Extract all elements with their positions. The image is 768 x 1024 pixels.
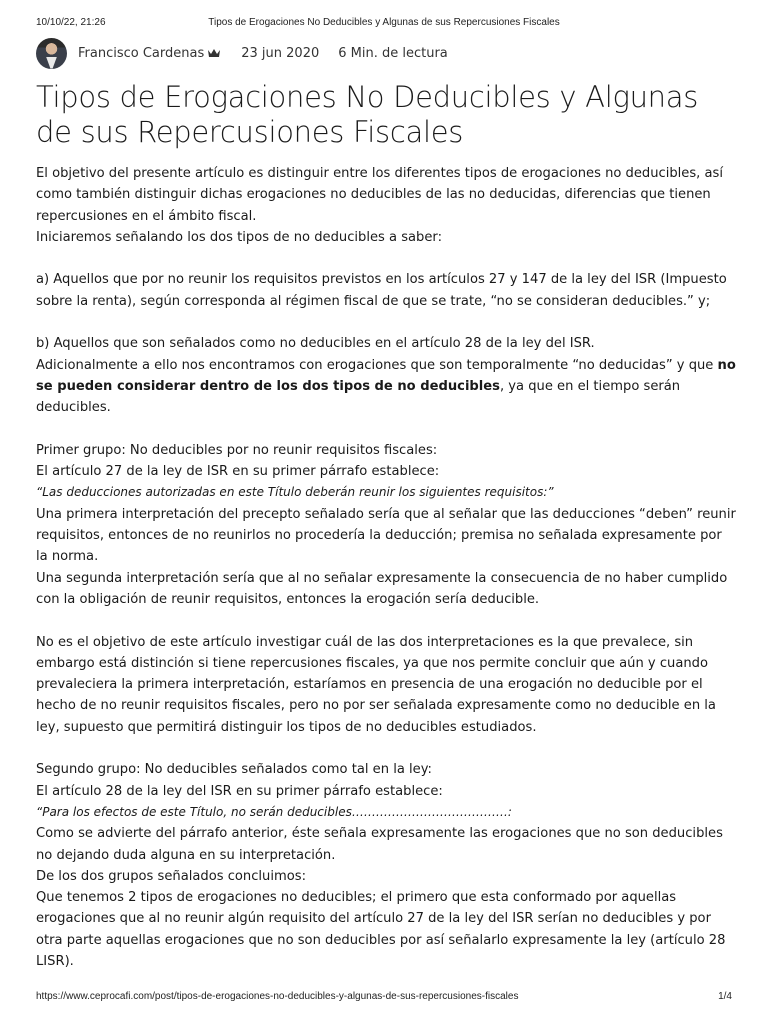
article-title: Tipos de Erogaciones No Deducibles y Algunas de sus Repercusiones Fiscales	[36, 80, 699, 149]
paragraph-objective: El objetivo del presente artículo es distinguir entre los diferentes tipos de erogaciones no deducibles, así como también distinguir dichas erogaciones no deducibles de las no deducidas, diferencias que tienen repercusiones en el ámbito fiscal.	[36, 166, 723, 224]
paragraph-not-deducted-start: Adicionalmente a ello nos encontramos con erogaciones que son temporalmente “no deducidas” y que	[36, 357, 718, 373]
quote-article-27-text: “Las deducciones autorizadas en este Título deberán reunir los siguientes requisitos:”	[36, 485, 554, 500]
quote-article-28-text: “Para los efectos de este Título, no serán deducibles…………………………………:	[36, 804, 512, 819]
paragraph-first-interpretation: Una primera interpretación del precepto señalado sería que al señalar que las deducciones “deben” reunir requisitos, entonces de no reunirlos no procedería la deducción; premisa no señalada expresamente por la norma.	[36, 506, 736, 565]
author-avatar[interactable]	[36, 38, 67, 69]
paragraph-not-deducted-end: , ya que en el tiempo serán deducibles.	[36, 378, 681, 416]
paragraph-conclusion-intro: De los dos grupos señalados concluimos:	[36, 868, 306, 884]
paragraph-conclusion: Que tenemos 2 tipos de erogaciones no deducibles; el primero que esta conformado por aquellas erogaciones que al no reunir algún requisito del artículo 27 de la ley del ISR serían no deducibles y por otra parte aquellas erogaciones que no son deducibles por así señalarlo expresamente la ley (artículo 28 LISR).	[36, 890, 726, 969]
quote-article-28	[36, 802, 736, 823]
post-date: 23 jun 2020	[241, 45, 320, 61]
article-body	[36, 163, 736, 972]
print-header	[36, 17, 732, 31]
quote-article-27	[36, 482, 736, 503]
paragraph-type-b: b) Aquellos que son señalados como no deducibles en el artículo 28 de la ley del ISR.	[36, 336, 595, 352]
paragraph-second-interpretation: Una segunda interpretación sería que al no señalar expresamente la consecuencia de no haber cumplido con la obligación de reunir requisitos, entonces la erogación sería deducible.	[36, 570, 728, 607]
print-footer	[36, 991, 732, 1005]
paragraph-intro: Iniciaremos señalando los dos tipos de no deducibles a saber:	[36, 229, 442, 245]
paragraph-article-27: El artículo 27 de la ley de ISR en su primer párrafo establece:	[36, 464, 440, 480]
paragraph-article-28: El artículo 28 de la ley del ISR en su primer párrafo establece:	[36, 783, 443, 799]
paragraph-type-a: a) Aquellos que por no reunir los requisitos previstos en los artículos 27 y 147 de la ley del ISR (Impuesto sobre la renta), según corresponda al régimen fiscal de que se trate, “no se consideran deducibles.” y;	[36, 272, 727, 309]
author-name[interactable]: Francisco Cardenas	[78, 45, 205, 61]
paragraph-not-deducted	[36, 355, 736, 419]
page-number: 1/4	[718, 991, 732, 1002]
crown-icon	[207, 48, 221, 58]
print-datetime: 10/10/22, 21:26	[36, 17, 106, 28]
heading-first-group: Primer grupo: No deducibles por no reunir requisitos fiscales:	[36, 442, 438, 458]
paragraph-not-deducted-bold: no se pueden considerar dentro de los dos tipos de no deducibles	[36, 357, 736, 394]
paragraph-objective-note: No es el objetivo de este artículo investigar cuál de las dos interpretaciones es la que prevalece, sin embargo está distinción si tiene repercusiones fiscales, ya que nos permite concluir que aún y cuando prevaleciera la primera interpretación, estaríamos en presencia de una erogación no deducible por el hecho de no reunir requisitos fiscales, pero no por ser señalada expresamente como no deducible en la ley, supuesto que permitirá distinguir los tipos de no deducibles estudiados.	[36, 634, 716, 735]
author-row	[36, 37, 448, 69]
print-doc-title: Tipos de Erogaciones No Deducibles y Algunas de sus Repercusiones Fiscales	[208, 17, 560, 28]
read-time: 6 Min. de lectura	[338, 45, 448, 61]
paragraph-explicit-note: Como se advierte del párrafo anterior, éste señala expresamente las erogaciones que no son deducibles no dejando duda alguna en su interpretación.	[36, 826, 723, 863]
heading-second-group: Segundo grupo: No deducibles señalados como tal en la ley:	[36, 762, 432, 778]
page-url: https://www.ceprocafi.com/post/tipos-de-erogaciones-no-deducibles-y-algunas-de-sus-repercusiones-fiscales	[36, 991, 519, 1002]
